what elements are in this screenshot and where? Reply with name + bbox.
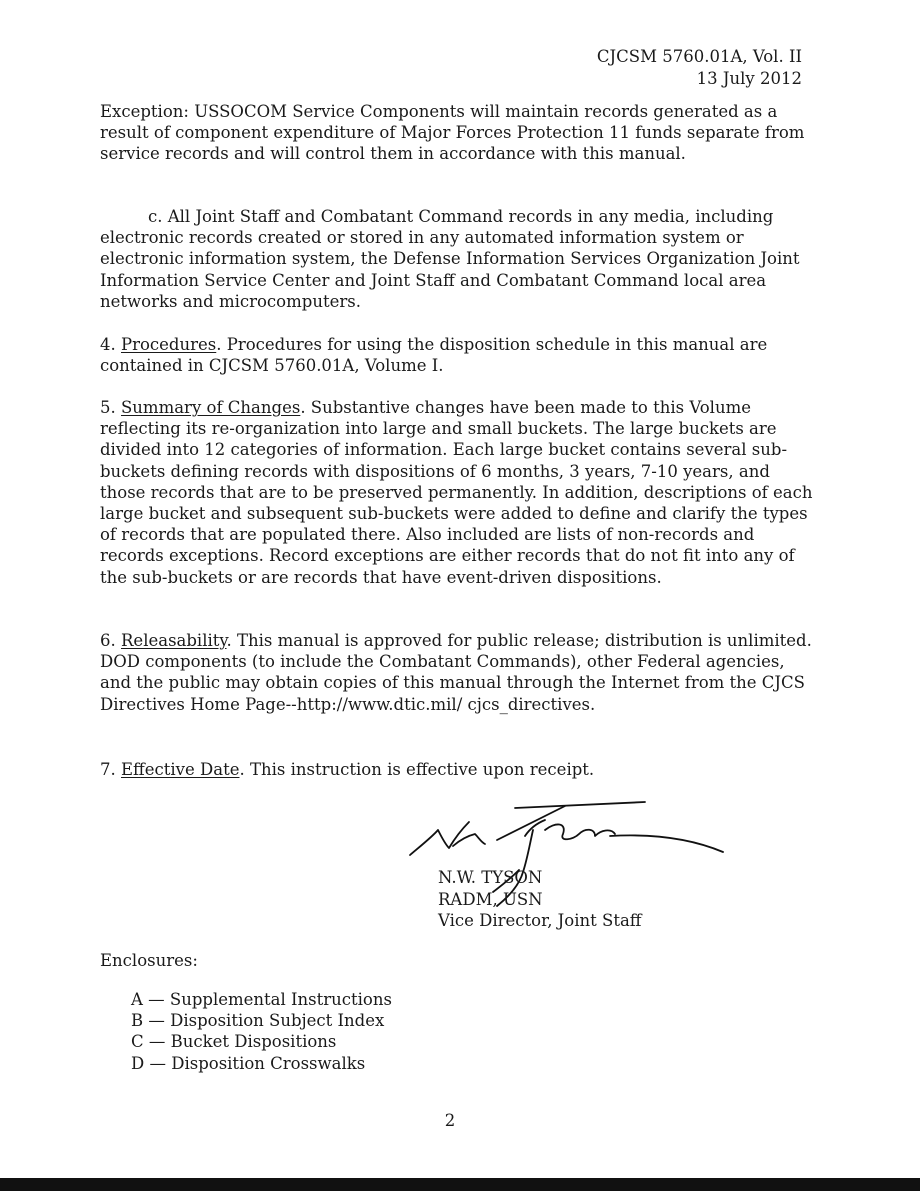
signer-name: N.W. TYSON [438,868,543,887]
signature-block [438,867,642,932]
bottom-border-bar [0,1178,920,1191]
section-text: . Procedures for using the disposition schedule in this manual are contained in CJCSM 5760.01A, Volume I. [100,335,768,376]
enclosure-item: B — Disposition Subject Index [131,1011,385,1031]
enclosures-list [131,989,392,1074]
signer-title: Vice Director, Joint Staff [438,911,642,930]
section-releasability [100,630,818,715]
document-date: 13 July 2012 [696,68,802,88]
section-heading: Releasability [121,631,227,650]
enclosure-item: C — Bucket Dispositions [131,1032,337,1052]
section-number: 5. [100,398,116,417]
section-heading: Summary of Changes [121,398,301,417]
paragraph-c: c. All Joint Staff and Combatant Command records in any media, including electronic records created or stored in any automated information system or electronic information system, the Defense Information Services Organization Joint Information Service Center and Joint Staff and Combatant Command local area networks and microcomputers. [100,207,800,311]
section-procedures [100,334,818,376]
exception-paragraph: Exception: USSOCOM Service Components will maintain records generated as a result of component expenditure of Major Forces Protection 11 funds separate from service records and will control them in accordance with this manual. [100,102,805,164]
enclosure-item: D — Disposition Crosswalks [131,1053,366,1073]
enclosure-item: A — Supplemental Instructions [131,990,392,1009]
section-effective-date [100,759,818,780]
page-number: 2 [444,1111,456,1130]
section-heading: Procedures [121,335,217,354]
signer-rank: RADM, USN [438,889,543,909]
section-summary-of-changes [100,397,818,588]
section-number: 6. [100,631,116,650]
section-number: 4. [100,335,116,354]
section-text: . Substantive changes have been made to this Volume reflecting its re-organization into large and small buckets. The large buckets are divided into 12 categories of information. Each large bucket contains several sub-buckets defining records with dispositions of 6 months, 3 years, 7-10 years, and those records that are to be preserved permanently. In addition, descriptions of each large bucket and subsequent sub-buckets were added to define and clarify the types of records that are populated there. Also included are lists of non-records and records exceptions. Record exceptions are either records that do not fit into any of the sub-buckets or are records that have event-driven dispositions. [100,398,813,587]
section-text: . This instruction is effective upon receipt. [239,760,595,779]
section-heading: Effective Date [121,760,240,779]
section-text: . This manual is approved for public release; distribution is unlimited. DOD components (to include the Combatant Commands), other Federal agencies, and the public may obtain copies of this manual through the Internet from the CJCS Directives Home Page--http://www.dtic.mil/ cjcs_directives. [100,631,812,714]
enclosures-title: Enclosures: [100,951,198,970]
section-number: 7. [100,760,116,779]
document-id: CJCSM 5760.01A, Vol. II [596,47,802,66]
document-header [442,46,802,89]
